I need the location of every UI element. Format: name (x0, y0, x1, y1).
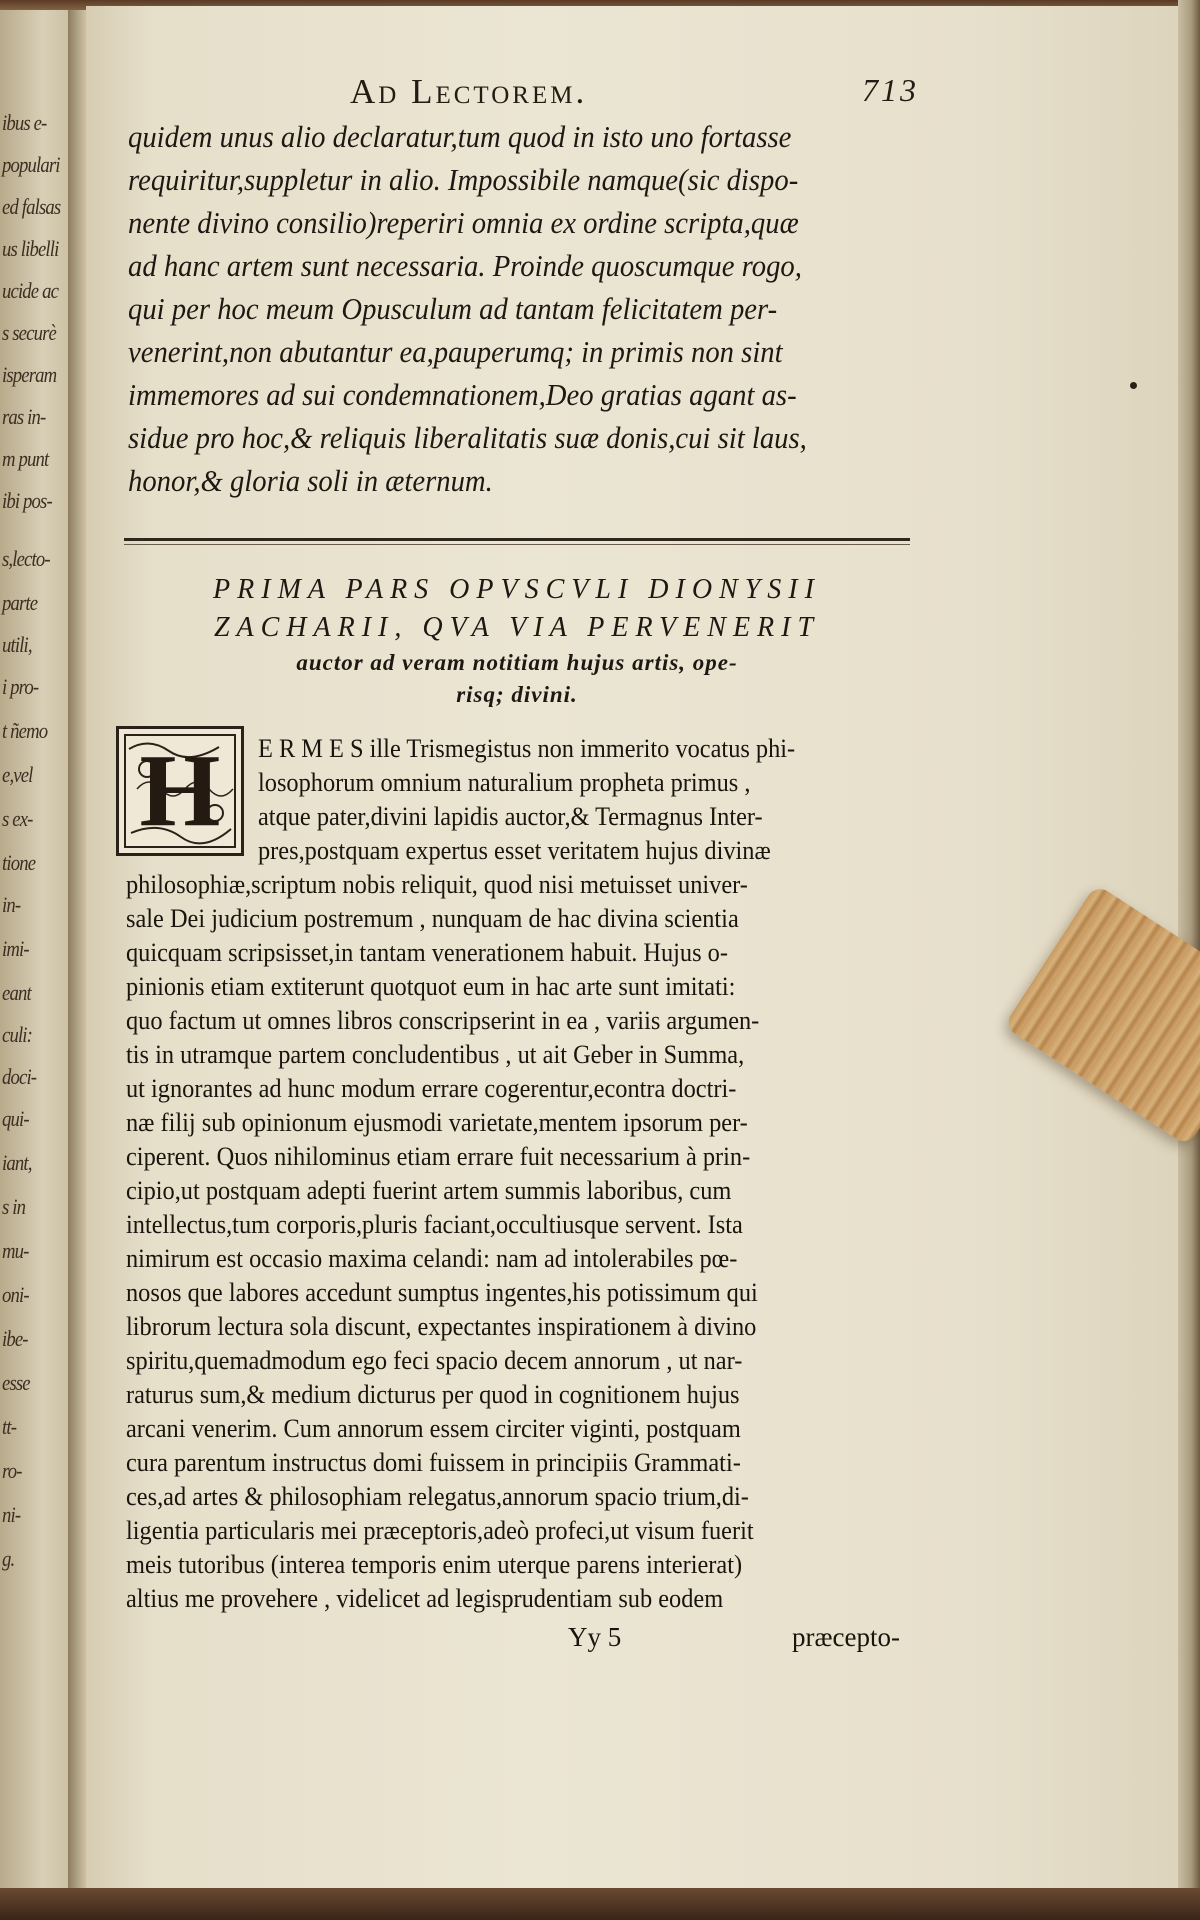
drop-cap-letter: H (139, 733, 221, 848)
left-page-fragment: e,vel (2, 762, 33, 787)
left-page-fragment: ibi pos- (2, 488, 52, 513)
ink-spot (1130, 382, 1137, 389)
text-line: cura parentum instructus domi fuissem in principiis Grammati- (126, 1448, 741, 1477)
left-page-fragment: tione (2, 850, 36, 875)
left-page-fragment: populari (2, 152, 60, 177)
left-page-fragment: doci- (2, 1064, 37, 1089)
text-line: librorum lectura sola discunt, expectantes inspirationem à divino (126, 1312, 757, 1341)
left-page-fragment: t ñemo (2, 718, 48, 743)
left-page-fragment: esse (2, 1370, 30, 1395)
left-page-fragment: ucide ac (2, 278, 59, 303)
left-page-fragment: in- (2, 892, 21, 917)
text-line: tis in utramque partem concludentibus , ut ait Geber in Summa, (126, 1040, 745, 1069)
text-line: quidem unus alio declaratur,tum quod in isto uno fortasse (128, 120, 792, 154)
heading-line: risq; divini. (456, 682, 578, 707)
left-page-fragment: ibe- (2, 1326, 28, 1351)
left-page-fragment: m punt (2, 446, 49, 471)
text-line: intellectus,tum corporis,pluris faciant,occultiusque servent. Ista (126, 1210, 743, 1239)
signature-mark: Yy 5 (568, 1622, 622, 1652)
text-line: immemores ad sui condemnationem,Deo gratias agant as- (128, 378, 797, 412)
left-page-fragment: utili, (2, 632, 32, 657)
left-page-fragment: ro- (2, 1458, 22, 1483)
left-page-fragment: ni- (2, 1502, 21, 1527)
page-number: 713 (862, 72, 919, 108)
text-line: cipio,ut postquam adepti fuerint artem summis laboribus, cum (126, 1176, 732, 1205)
text-line: E R M E S ille Trismegistus non immerito vocatus phi- (258, 734, 796, 763)
drop-cap (116, 726, 244, 856)
catchword: præcepto- (792, 1622, 900, 1652)
left-page-fragment: iant, (2, 1150, 32, 1175)
text-line: losophorum omnium naturalium propheta primus , (258, 768, 751, 797)
left-page-fragment: s ex- (2, 806, 33, 831)
left-page-fragment: eant (2, 980, 31, 1005)
header-title: Ad Lectorem. (350, 72, 588, 111)
text-line: ces,ad artes & philosophiam relegatus,annorum spacio trium,di- (126, 1482, 749, 1511)
text-line: ligentia particularis mei præceptoris,adeò profeci,ut visum fuerit (126, 1516, 754, 1545)
text-line: atque pater,divini lapidis auctor,& Termagnus Inter- (258, 802, 763, 831)
text-line: sale Dei judicium postremum , nunquam de hac divina scientia (126, 904, 739, 933)
heading-line: ZACHARII, QVA VIA PERVENERIT (213, 612, 821, 643)
left-page-fragment: i pro- (2, 674, 39, 699)
text-line: meis tutoribus (interea temporis enim uterque parens interierat) (126, 1550, 743, 1579)
text-line: pinionis etiam extiterunt quotquot eum in hac arte sunt imitati: (126, 972, 736, 1001)
text-line: nosos que labores accedunt sumptus ingentes,his potissimum qui (126, 1278, 758, 1307)
left-page-fragment: parte (2, 590, 38, 615)
left-page-fragment: us libelli (2, 236, 59, 261)
heading-line: auctor ad veram notitiam hujus artis, ope- (296, 650, 738, 675)
text-line: quicquam scripsisset,in tantam venerationem habuit. Hujus o- (126, 938, 728, 967)
text-line: ad hanc artem sunt necessaria. Proinde quoscumque rogo, (128, 249, 802, 283)
text-line: næ filij sub opinionum ejusmodi varietate,mentem ipsorum per- (126, 1108, 748, 1137)
text-line: sidue pro hoc,& reliquis liberalitatis suæ donis,cui sit laus, (128, 421, 807, 455)
left-page-fragment: ed falsas (2, 194, 61, 219)
text-line: nente divino consilio)reperiri omnia ex ordine scripta,quæ (128, 206, 799, 240)
heading-line: PRIMA PARS OPVSCVLI DIONYSII (213, 574, 821, 605)
left-page-fragment: ibus e- (2, 110, 47, 135)
left-page-fragment: qui- (2, 1106, 29, 1131)
text-line: philosophiæ,scriptum nobis reliquit, quod nisi metuisset univer- (126, 870, 748, 899)
left-page-fragment: g. (2, 1546, 15, 1571)
left-page-fragment: s,lecto- (2, 546, 50, 571)
text-line: qui per hoc meum Opusculum ad tantam felicitatem per- (128, 292, 778, 326)
left-page-fragment: s securè (2, 320, 56, 345)
text-line: quo factum ut omnes libros conscripserint in ea , variis argumen- (126, 1006, 760, 1035)
text-line: nimirum est occasio maxima celandi: nam ad intolerabiles pœ- (126, 1244, 738, 1273)
text-line: venerint,non abutantur ea,pauperumq; in primis non sint (128, 335, 783, 369)
text-line: raturus sum,& medium dicturus per quod in cognitionem hujus (126, 1380, 740, 1409)
left-page-fragment: tt- (2, 1414, 17, 1439)
text-line: honor,& gloria soli in æternum. (128, 464, 493, 498)
text-line: requiritur,suppletur in alio. Impossibile namque(sic dispo- (128, 163, 799, 197)
page-edge-bottom (0, 1888, 1200, 1920)
text-line: arcani venerim. Cum annorum essem circiter viginti, postquam (126, 1414, 741, 1443)
left-page-fragment: isperam (2, 362, 57, 387)
left-page-fragment: culi: (2, 1022, 33, 1047)
left-page-fragment: mu- (2, 1238, 29, 1263)
left-page-fragment: imi- (2, 936, 29, 961)
section-rule-thin (124, 544, 910, 545)
text-line: pres,postquam expertus esset veritatem hujus divinæ (258, 836, 771, 865)
section-rule (124, 538, 910, 541)
text-line: ciperent. Quos nihilominus etiam errare fuit necessarium à prin- (126, 1142, 751, 1171)
text-line: ut ignorantes ad hunc modum errare cogerentur,econtra doctri- (126, 1074, 737, 1103)
left-page-fragment: s in (2, 1194, 26, 1219)
left-page-fragment: oni- (2, 1282, 29, 1307)
text-line: spiritu,quemadmodum ego feci spacio decem annorum , ut nar- (126, 1346, 743, 1375)
left-page-fragment: ras in- (2, 404, 46, 429)
text-line: altius me provehere , videlicet ad legisprudentiam sub eodem (126, 1584, 724, 1613)
